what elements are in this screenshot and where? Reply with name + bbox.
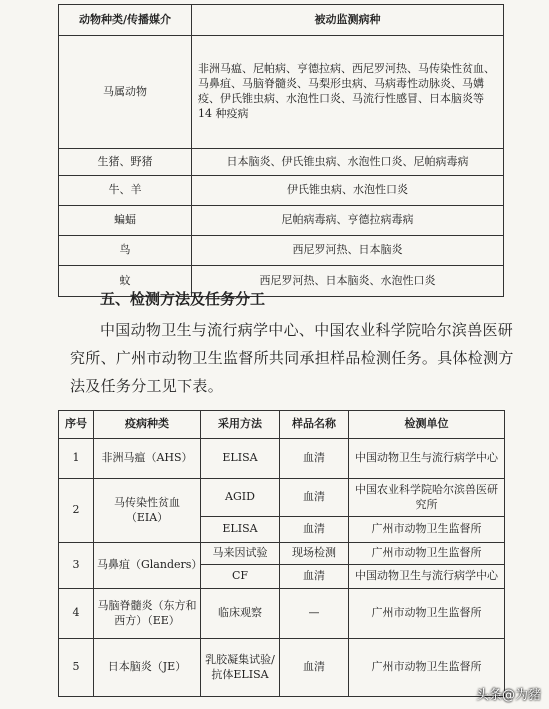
disease-cell: 马脑脊髓炎（东方和西方）（EE） [94,589,201,639]
header-cell: 采用方法 [201,411,280,439]
watermark: 头条@为豬 [475,688,541,703]
header-cell: 疫病种类 [94,411,201,439]
disease-cell: 伊氏锥虫病、水泡性口炎 [192,176,504,206]
unit-cell: 中国动物卫生与流行病学中心 [349,565,505,589]
unit-cell: 广州市动物卫生监督所 [349,517,505,543]
section-heading: 五、检测方法及任务分工 [100,290,266,308]
unit-cell: 广州市动物卫生监督所 [349,589,505,639]
testing-methods-table [58,410,505,697]
method-cell: CF [201,565,280,589]
seq-cell: 3 [59,543,94,589]
sample-cell: 血清 [280,517,349,543]
disease-cell: 日本脑炎（JE） [94,639,201,697]
method-cell: 乳胶凝集试验/抗体ELISA [201,639,280,697]
header-cell: 检测单位 [349,411,505,439]
sample-cell: 血清 [280,479,349,517]
unit-cell: 广州市动物卫生监督所 [349,543,505,565]
seq-cell: 1 [59,439,94,479]
disease-cell: 西尼罗河热、日本脑炎 [192,236,504,266]
disease-cell: 非洲马瘟、尼帕病、亨德拉病、西尼罗河热、马传染性贫血、马鼻疽、马脑脊髓炎、马梨形虫病、马病毒性动脉炎、马媾疫、伊氏锥虫病、水泡性口炎、马流行性感冒、日本脑炎等 14 种疫病 [192,36,504,149]
animal-cell: 牛、羊 [59,176,192,206]
table-row [59,589,505,639]
seq-cell: 2 [59,479,94,543]
disease-cell: 西尼罗河热、日本脑炎、水泡性口炎 [192,266,504,297]
header-cell: 样品名称 [280,411,349,439]
animal-cell: 马属动物 [59,36,192,149]
disease-cell: 马鼻疽（Glanders） [94,543,201,589]
table-row [59,479,505,517]
disease-cell: 日本脑炎、伊氏锥虫病、水泡性口炎、尼帕病毒病 [192,149,504,176]
method-cell: ELISA [201,517,280,543]
sample-cell: 血清 [280,565,349,589]
header-cell: 动物种类/传播媒介 [59,5,192,36]
header-cell: 被动监测病种 [192,5,504,36]
disease-cell: 尼帕病毒病、亨德拉病毒病 [192,206,504,236]
table-row [59,439,505,479]
sample-cell: — [280,589,349,639]
table-row [59,149,504,176]
sample-cell: 现场检测 [280,543,349,565]
table-row [59,176,504,206]
section-paragraph: 中国动物卫生与流行病学中心、中国农业科学院哈尔滨兽医研究所、广州市动物卫生监督所共同承担样品检测任务。具体检测方法及任务分工见下表。 [70,321,514,395]
sample-cell: 血清 [280,639,349,697]
disease-cell: 马传染性贫血（EIA） [94,479,201,543]
animal-cell: 蚊 [59,266,192,297]
method-cell: ELISA [201,439,280,479]
table-row [59,639,505,697]
method-cell: 临床观察 [201,589,280,639]
sample-cell: 血清 [280,439,349,479]
unit-cell: 广州市动物卫生监督所 [349,639,505,697]
header-cell: 序号 [59,411,94,439]
disease-cell: 非洲马瘟（AHS） [94,439,201,479]
table-row [59,206,504,236]
unit-cell: 中国动物卫生与流行病学中心 [349,439,505,479]
table-header-row [59,411,505,439]
animal-cell: 蝙蝠 [59,206,192,236]
table-row [59,36,504,149]
passive-surveillance-table [58,4,504,297]
table-row [59,236,504,266]
seq-cell: 5 [59,639,94,697]
seq-cell: 4 [59,589,94,639]
table-row [59,543,505,565]
method-cell: AGID [201,479,280,517]
animal-cell: 生猪、野猪 [59,149,192,176]
method-cell: 马来因试验 [201,543,280,565]
unit-cell: 中国农业科学院哈尔滨兽医研究所 [349,479,505,517]
animal-cell: 鸟 [59,236,192,266]
table-header-row [59,5,504,36]
